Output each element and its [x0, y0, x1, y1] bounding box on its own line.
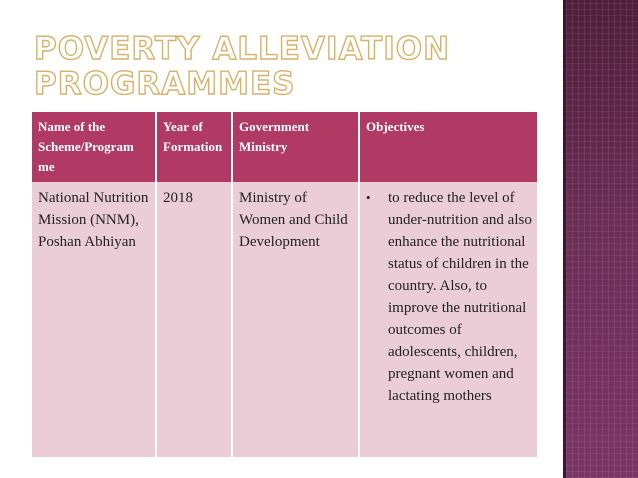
header-ministry: Government Ministry	[232, 112, 359, 182]
cell-year: 2018	[156, 182, 232, 457]
scheme-table	[32, 112, 537, 457]
slide-title	[34, 32, 454, 102]
header-objectives: Objectives	[359, 112, 537, 182]
objective-item	[366, 187, 533, 407]
table-row	[32, 182, 537, 457]
side-band-pattern	[566, 0, 638, 478]
decorative-side-band	[566, 0, 638, 478]
cell-objectives	[359, 182, 537, 457]
title-line-1: POVERTY ALLEVIATION	[34, 31, 451, 67]
cell-ministry: Ministry of Women and Child Development	[232, 182, 359, 457]
objective-text: to reduce the level of under-nutrition and also enhance the nutritional status of children in the country. Also, to improve the nutritional outcomes of adolescents, children, pregnant women and lactating mothers	[388, 190, 532, 404]
header-scheme-name: Name of the Scheme/Program me	[32, 112, 156, 182]
table-header-row	[32, 112, 537, 182]
title-line-2: PROGRAMMES	[34, 66, 296, 102]
bullet-icon: •	[366, 190, 371, 205]
header-year: Year of Formation	[156, 112, 232, 182]
cell-scheme-name: National Nutrition Mission (NNM), Poshan Abhiyan	[32, 182, 156, 457]
